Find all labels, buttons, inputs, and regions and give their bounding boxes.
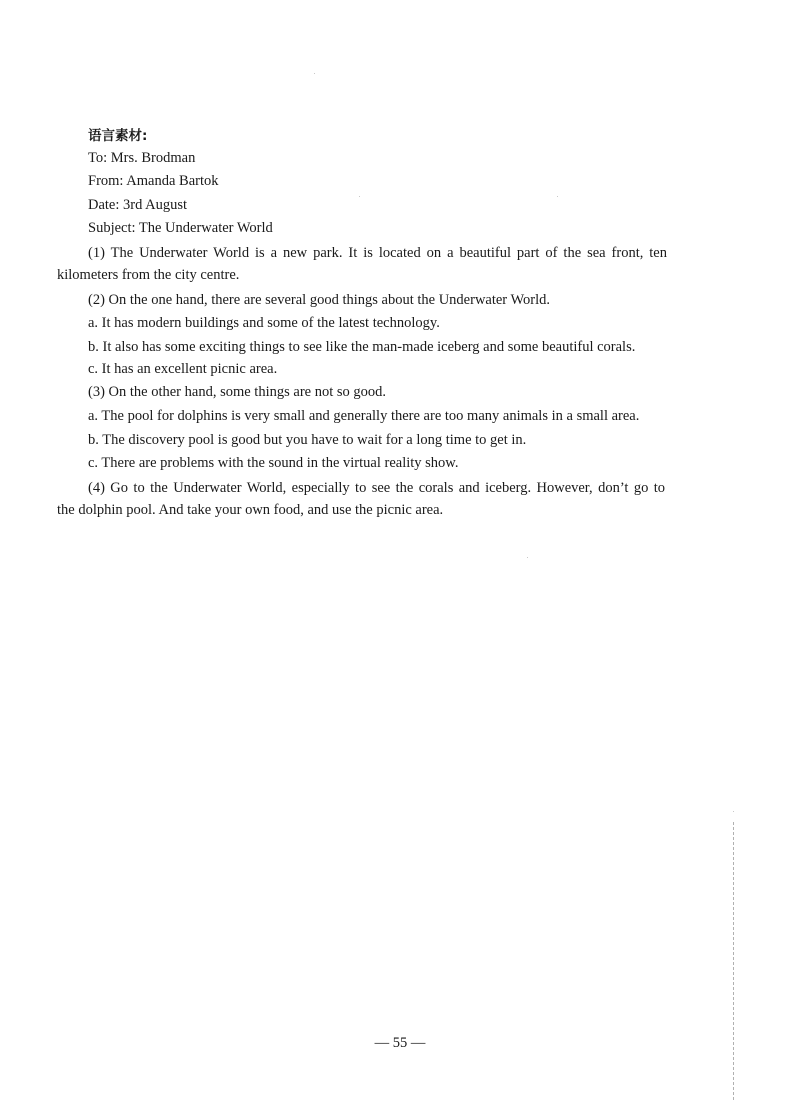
point-2b: b. It also has some exciting things to see like the man-made iceberg and some beautiful corals. [88,339,636,355]
point-2c: c. It has an excellent picnic area. [88,361,278,377]
memo-date: Date: 3rd August [88,197,188,213]
material-heading: 语言素材: [88,128,148,144]
scan-speck [733,811,734,812]
point-3b: b. The discovery pool is good but you have to wait for a long time to get in. [88,432,527,448]
memo-from: From: Amanda Bartok [88,173,219,189]
point-3a: a. The pool for dolphins is very small and generally there are too many animals in a small area. [88,408,640,424]
scan-speck [527,557,528,558]
point-4-line-1: (4) Go to the Underwater World, especially to see the corals and iceberg. However, don’t go to [88,480,665,496]
point-2: (2) On the one hand, there are several good things about the Underwater World. [88,292,551,308]
margin-rule [733,822,734,1100]
point-4-line-2: the dolphin pool. And take your own food, and use the picnic area. [57,502,444,518]
point-1-line-2: kilometers from the city centre. [57,267,240,283]
memo-to: To: Mrs. Brodman [88,150,196,166]
point-1-line-1: (1) The Underwater World is a new park. It is located on a beautiful part of the sea front, ten [88,245,667,261]
memo-subject: Subject: The Underwater World [88,220,273,236]
point-3c: c. There are problems with the sound in the virtual reality show. [88,455,459,471]
scan-speck [557,196,558,197]
scan-speck [314,73,315,74]
scan-speck [359,196,360,197]
point-2a: a. It has modern buildings and some of the latest technology. [88,315,440,331]
point-3: (3) On the other hand, some things are not so good. [88,384,387,400]
page-number: — 55 — [374,1035,426,1051]
